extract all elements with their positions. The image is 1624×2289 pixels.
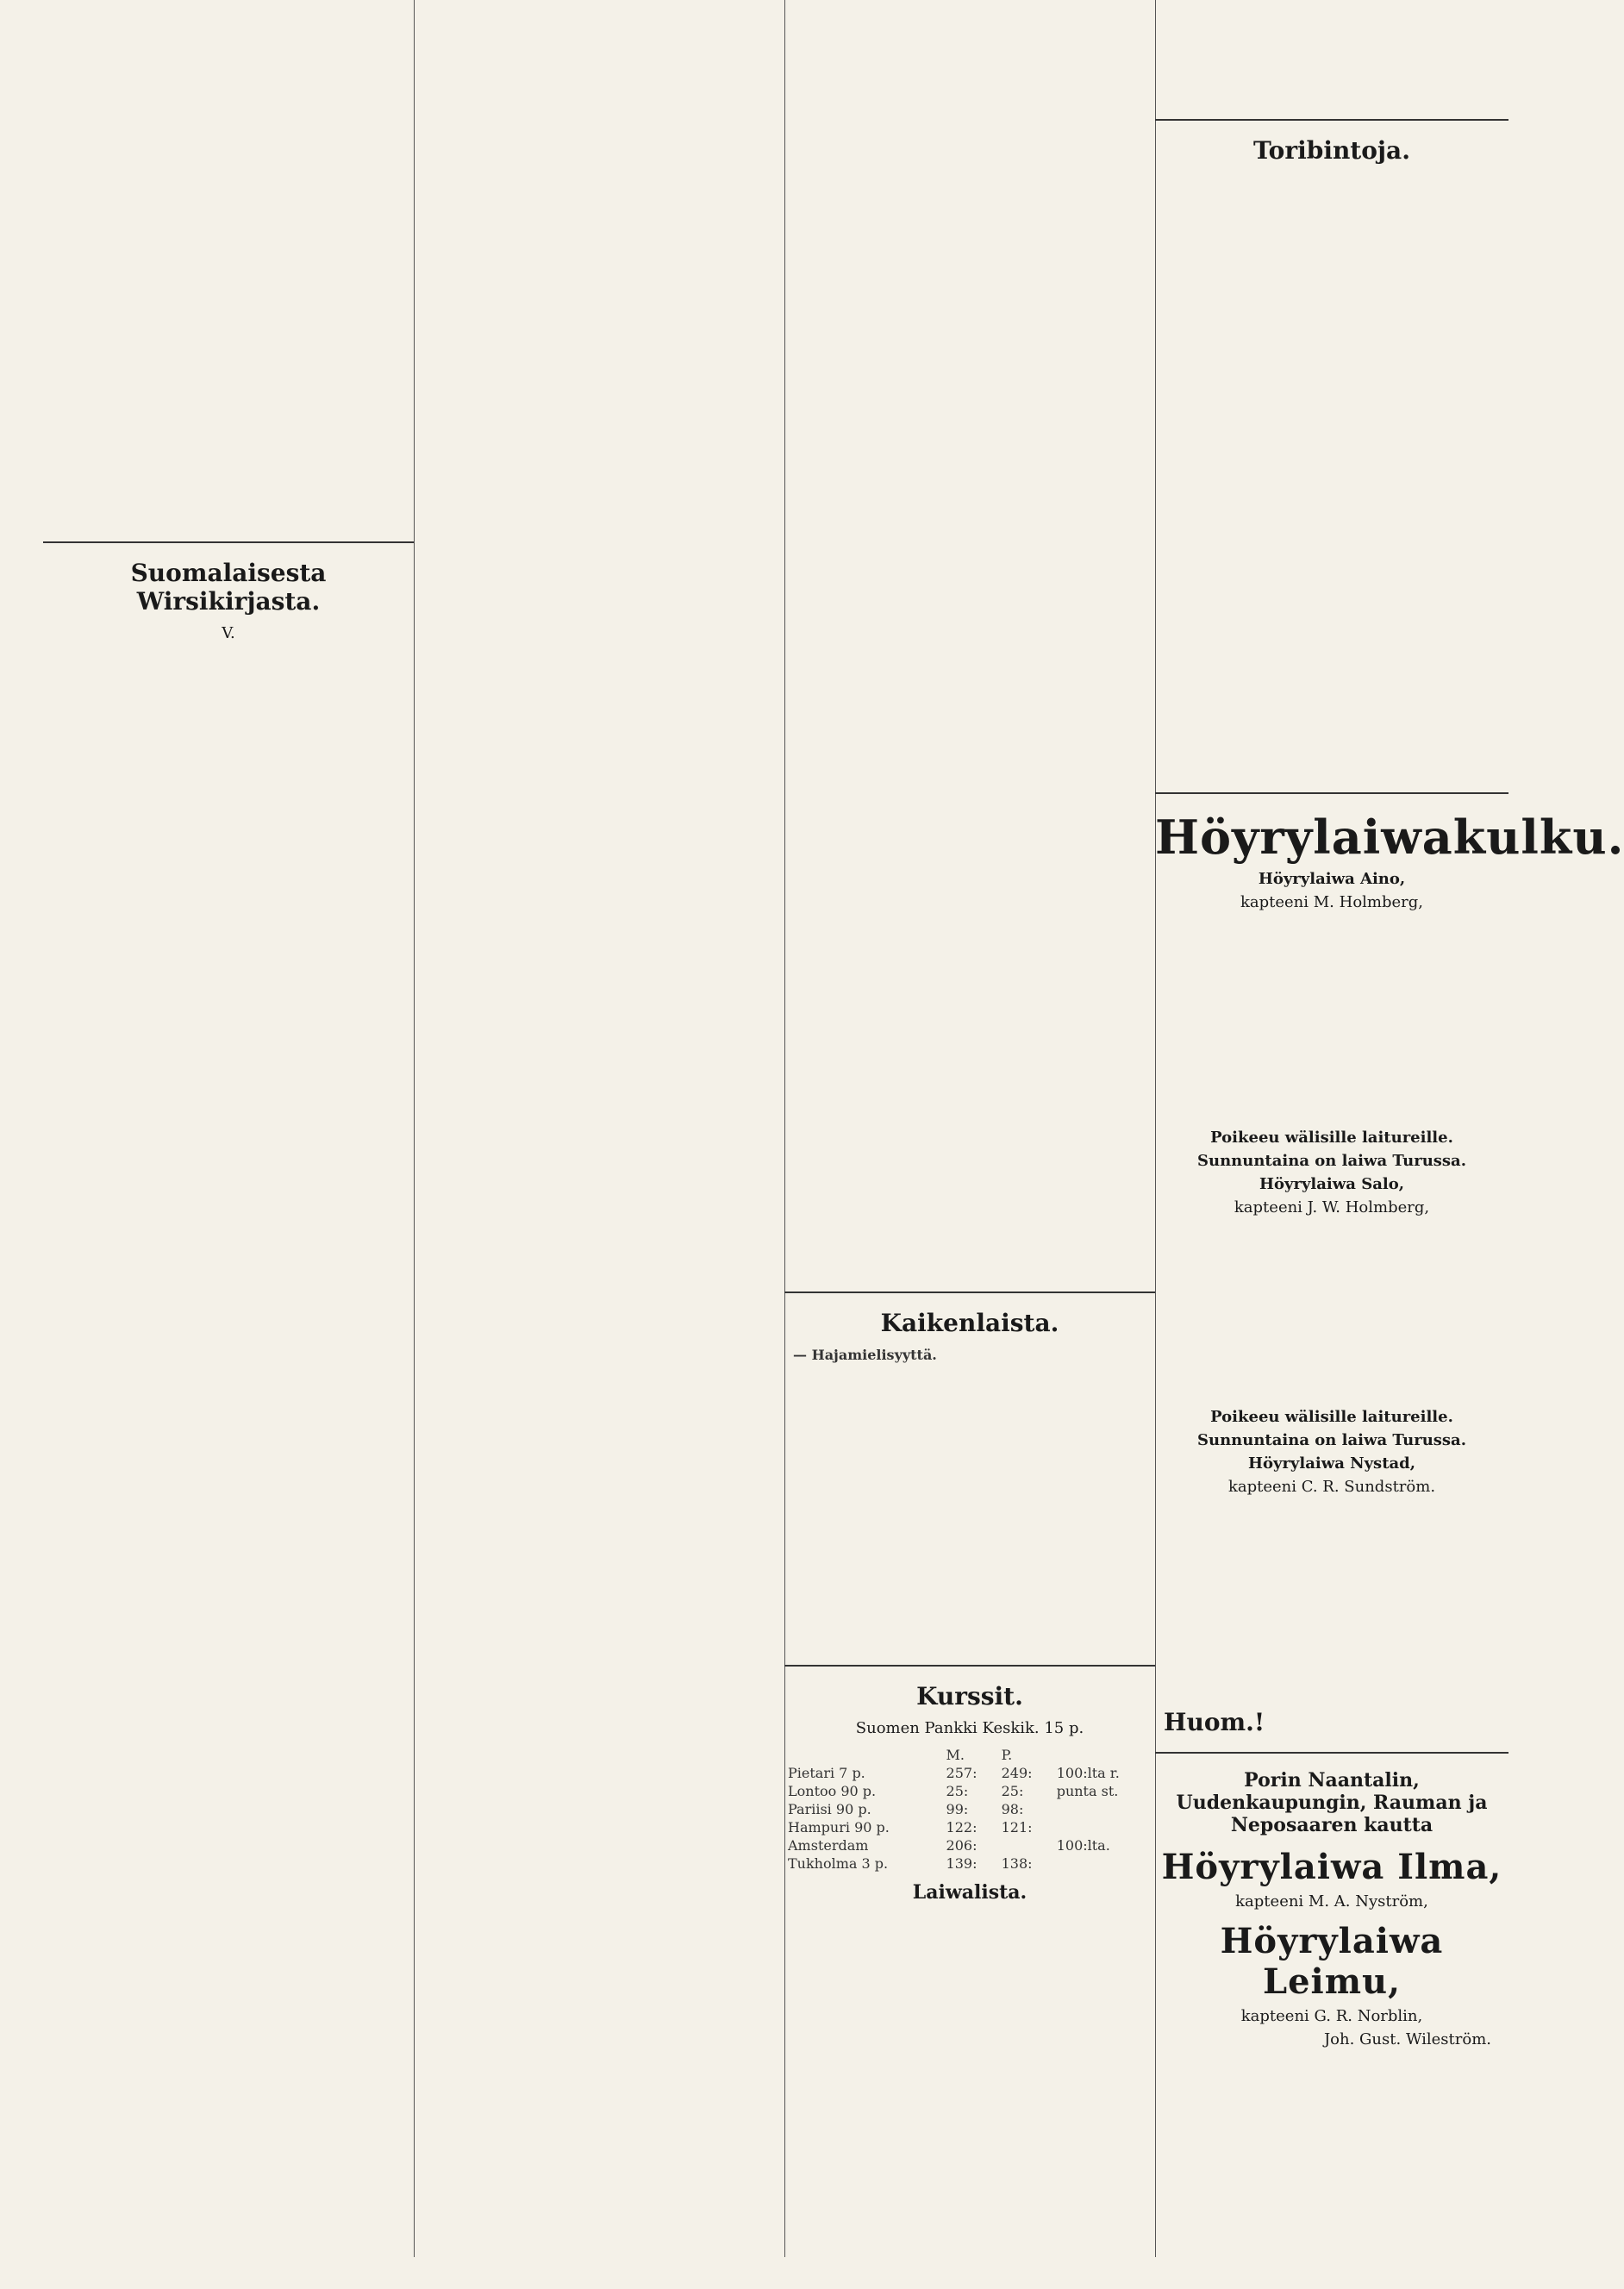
article-body-unreadable	[43, 0, 414, 526]
table-cell: 98:	[1001, 1800, 1024, 1817]
toribintoja-title: Toribintoja.	[1253, 136, 1410, 165]
kaikenlaista-title: Kaikenlaista.	[880, 1309, 1059, 1337]
table-row	[784, 1818, 1155, 1836]
table-cell	[1053, 1854, 1155, 1873]
article-body-unreadable	[43, 651, 414, 2289]
divider	[784, 1291, 1155, 1293]
table-row	[784, 1854, 1155, 1873]
table-row	[784, 1800, 1155, 1818]
column-4	[1155, 0, 1624, 2257]
divider	[1155, 792, 1508, 794]
signature: Joh. Gust. Wileström.	[1323, 2030, 1491, 2048]
ship-ilma-captain: kapteeni M. A. Nyström,	[1235, 1892, 1428, 1911]
table-cell: Pariisi 90 p.	[788, 1800, 871, 1817]
ship-aino-note: Poikeeu wälisille laitureille.	[1210, 1129, 1453, 1147]
newspaper-page	[43, 0, 1624, 2257]
huom-label: Huom.!	[1164, 1708, 1265, 1736]
table-cell: 100:lta.	[1056, 1836, 1110, 1854]
ship-salo-note: Poikeeu wälisille laitureille.	[1210, 1408, 1453, 1426]
column-3	[784, 0, 1155, 2257]
ship-aino-name: Höyrylaiwa Aino,	[1258, 870, 1406, 888]
ship-salo-name: Höyrylaiwa Salo,	[1259, 1175, 1404, 1193]
table-cell: 99:	[946, 1800, 969, 1817]
article-body-unreadable	[784, 1365, 1155, 1649]
ship-leimu-name: Höyrylaiwa Leimu,	[1220, 1921, 1444, 2002]
hoyrylaiwakulku-title: Höyrylaiwakulku.	[1155, 810, 1624, 865]
article-body-unreadable	[1155, 916, 1508, 1123]
exchange-rate-table	[784, 1746, 1155, 1873]
table-cell: Amsterdam	[788, 1836, 869, 1854]
table-cell: 249:	[1001, 1764, 1033, 1781]
ship-salo-note-2: Sunnuntaina on laiwa Turussa.	[1197, 1431, 1466, 1449]
table-cell: Hampuri 90 p.	[788, 1818, 890, 1836]
article-body-unreadable	[1155, 173, 1508, 777]
table-header-cell	[1053, 1746, 1155, 1764]
table-cell: 25:	[946, 1782, 969, 1799]
table-row	[784, 1836, 1155, 1854]
table-row	[784, 1764, 1155, 1782]
table-cell: 206:	[946, 1836, 978, 1854]
ship-salo-captain: kapteeni J. W. Holmberg,	[1234, 1198, 1430, 1216]
kaikenlaista-intro: — Hajamielisyyttä.	[793, 1347, 937, 1363]
ship-nystad-captain: kapteeni C. R. Sundström.	[1227, 1478, 1436, 1496]
article-body-unreadable	[784, 1911, 1155, 2109]
table-cell: 139:	[946, 1854, 978, 1872]
table-header-cell	[784, 1746, 943, 1764]
ship-aino-captain: kapteeni M. Holmberg,	[1240, 893, 1424, 911]
article-body-unreadable	[1155, 0, 1508, 103]
table-cell: punta st.	[1056, 1782, 1119, 1799]
column-2	[414, 0, 784, 2257]
table-cell: 100:lta r.	[1056, 1764, 1120, 1781]
table-cell: 25:	[1001, 1782, 1024, 1799]
kurssit-subtitle: Suomen Pankki Keskik. 15 p.	[855, 1718, 1084, 1737]
column-1	[43, 0, 414, 2257]
article-body-unreadable	[1155, 1501, 1508, 1699]
table-cell: Tukholma 3 p.	[788, 1854, 889, 1872]
section-title: Suomalaisesta Wirsikirjasta.	[130, 559, 327, 616]
divider	[43, 541, 414, 543]
divider	[784, 1665, 1155, 1667]
article-body-unreadable	[1155, 1222, 1508, 1403]
ship-nystad-name: Höyrylaiwa Nystad,	[1247, 1454, 1416, 1473]
table-cell	[998, 1836, 1053, 1854]
table-cell: Pietari 7 p.	[788, 1764, 865, 1781]
table-cell	[1053, 1818, 1155, 1836]
table-cell: 122:	[946, 1818, 978, 1836]
table-header-cell: P.	[1001, 1746, 1013, 1763]
table-cell: 138:	[1001, 1854, 1033, 1872]
article-body-unreadable	[784, 0, 1155, 1276]
routes-title: Porin Naantalin, Uudenkaupungin, Rauman ja Neposaaren kautta	[1176, 1769, 1488, 1836]
ship-ilma-name: Höyrylaiwa Ilma,	[1161, 1847, 1502, 1887]
table-cell: Lontoo 90 p.	[788, 1782, 877, 1799]
divider	[1155, 1752, 1508, 1754]
ship-aino-note-2: Sunnuntaina on laiwa Turussa.	[1197, 1152, 1466, 1170]
kurssit-title: Kurssit.	[916, 1681, 1023, 1710]
section-number: V.	[222, 624, 235, 642]
laiwalista-title: Laiwalista.	[912, 1880, 1027, 1904]
ship-leimu-captain: kapteeni G. R. Norblin,	[1240, 2007, 1423, 2025]
article-body-unreadable	[414, 0, 784, 2242]
table-cell	[1053, 1800, 1155, 1818]
table-cell: 257:	[946, 1764, 978, 1781]
table-header-row	[784, 1746, 1155, 1764]
table-header-cell: M.	[946, 1746, 965, 1763]
table-cell: 121:	[1001, 1818, 1033, 1836]
table-row	[784, 1782, 1155, 1800]
divider	[1155, 119, 1508, 121]
